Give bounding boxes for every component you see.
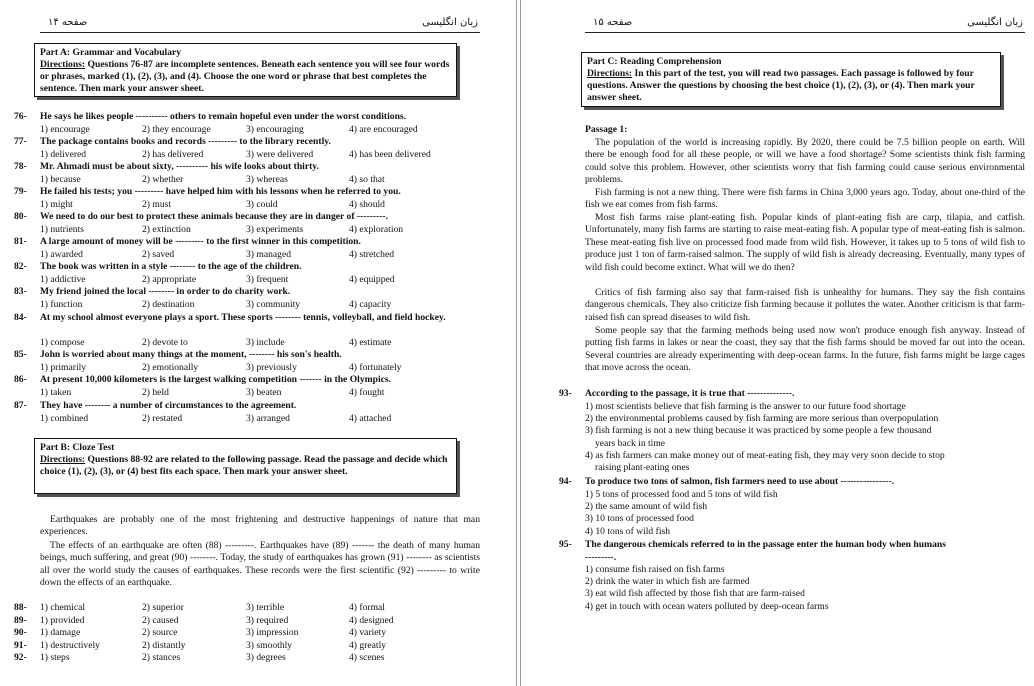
answer-option-continued: years back in time xyxy=(595,437,666,449)
answer-option[interactable]: 1) primarily xyxy=(40,362,87,373)
answer-option[interactable]: 2) the environmental problems caused by fish farming are more serious than overpopulation xyxy=(585,413,939,425)
answer-option[interactable]: 2) caused xyxy=(142,614,179,626)
question-stem: They have -------- a number of circumstances to the agreement. xyxy=(40,400,297,411)
answer-option[interactable]: 4) scenes xyxy=(349,652,385,663)
question-stem: According to the passage, it is true that --------------. xyxy=(585,388,795,399)
answer-option[interactable]: 2) they encourage xyxy=(142,124,211,135)
question-stem: We need to do our best to protect these animals because they are in danger of ---------. xyxy=(40,211,389,222)
answer-option[interactable]: 2) saved xyxy=(142,249,175,260)
question-number: 84- xyxy=(14,312,27,323)
answer-option[interactable]: 2) stances xyxy=(142,652,181,663)
answer-option[interactable]: 3) could xyxy=(246,199,278,210)
answer-option[interactable]: 1) encourage xyxy=(40,124,90,135)
passage-paragraph: Most fish farms raise plant-eating fish. Popular kinds of plant-eating fish are carp, tilapia, and catfish. Unfortunately, many fish farms are starting to raise meat-eating fish. A popular type of meat-eating fish is salmon. These meat-eating fish live on processed food made from wild fish. However, it takes up to 5 tons of wild fish to produce just 1 ton of farm-raised salmon. The supply of wild fish is already decreasing. Eventually, many types of wild fish could become extinct. What will we do then? xyxy=(585,212,1025,273)
answer-option[interactable]: 3) terrible xyxy=(246,602,285,613)
answer-option[interactable]: 4) estimate xyxy=(349,337,392,348)
question-number: 77- xyxy=(14,136,27,147)
answer-option[interactable]: 2) has delivered xyxy=(142,149,204,160)
answer-option[interactable]: 3) impression xyxy=(246,627,299,638)
answer-option[interactable]: 2) emotionally xyxy=(142,362,199,373)
answer-option[interactable]: 4) variety xyxy=(349,627,387,638)
question-stem: At my school almost everyone plays a sport. These sports -------- tennis, volleyball, and field hockey. xyxy=(40,312,446,323)
answer-option[interactable]: 2) extinction xyxy=(142,224,191,235)
part-c-title: Part C: Reading Comprehension xyxy=(587,56,722,67)
answer-option[interactable]: 1) combined xyxy=(40,413,89,424)
answer-option[interactable]: 1) compose xyxy=(40,337,85,348)
question-number: 79- xyxy=(14,186,27,197)
question-number: 76- xyxy=(14,111,27,122)
answer-option[interactable]: 3) degrees xyxy=(246,652,286,663)
part-b-directions: Questions 88-92 are related to the following passage. Read the passage and decide which choice (1), (2), (3), or (4) best fits each space. Then mark your answer sheet. xyxy=(40,454,448,477)
question-number: 95- xyxy=(559,539,572,550)
answer-option[interactable]: 2) the same amount of wild fish xyxy=(585,501,708,513)
part-a-title: Part A: Grammar and Vocabulary xyxy=(40,47,182,58)
answer-option[interactable]: 4) attached xyxy=(349,413,392,424)
answer-option[interactable]: 4) are encouraged xyxy=(349,124,418,135)
answer-option[interactable]: 1) damage xyxy=(40,627,81,638)
question-stem: Mr. Ahmadi must be about sixty, ---------- his wife looks about thirty. xyxy=(40,161,319,172)
answer-option[interactable]: 3) 10 tons of processed food xyxy=(585,513,694,525)
answer-option[interactable]: 2) whether xyxy=(142,174,184,185)
question-number: 83- xyxy=(14,286,27,297)
answer-option[interactable]: 4) fought xyxy=(349,387,385,398)
part-a-box xyxy=(34,43,457,97)
part-c-directions: In this part of the test, you will read two passages. Each passage is followed by four questions. Answer the questions by choosing the best choice (1), (2), (3), or (4). Then mark your answer sheet. xyxy=(587,68,975,103)
right-page xyxy=(520,0,1034,686)
part-a-directions-label: Directions: xyxy=(40,59,86,70)
answer-option[interactable]: 1) delivered xyxy=(40,149,87,160)
answer-option[interactable]: 4) stretched xyxy=(349,249,395,260)
answer-option[interactable]: 4) fortunately xyxy=(349,362,402,373)
question-number: 91- xyxy=(14,639,27,651)
answer-option[interactable]: 1) awarded xyxy=(40,249,83,260)
question-number: 87- xyxy=(14,400,27,411)
question-number: 94- xyxy=(559,476,572,487)
answer-option[interactable]: 1) chemical xyxy=(40,602,86,613)
question-stem: He failed his tests; you --------- have helped him with his lessons when he referred to you. xyxy=(40,186,401,197)
answer-option[interactable]: 4) has been delivered xyxy=(349,149,431,160)
passage-paragraph: Fish farming is not a new thing. There were fish farms in China 3,000 years ago. Today, about one-third of the fish we eat comes from fish farms. xyxy=(585,187,1025,211)
answer-option[interactable]: 3) include xyxy=(246,337,285,348)
subject-title: زبان انگلیسی xyxy=(422,17,478,28)
part-b-box xyxy=(34,438,457,494)
answer-option[interactable]: 3) whereas xyxy=(246,174,288,185)
question-number: 90- xyxy=(14,627,27,638)
answer-option[interactable]: 3) arranged xyxy=(246,413,290,424)
answer-option[interactable]: 2) must xyxy=(142,199,172,210)
left-page-header xyxy=(40,14,480,33)
answer-option[interactable]: 4) greatly xyxy=(349,639,387,651)
answer-option[interactable]: 1) addictive xyxy=(40,274,86,285)
question-stem: The book was written in a style -------- to the age of the children. xyxy=(40,261,302,272)
question-number: 92- xyxy=(14,652,27,663)
answer-option[interactable]: 4) formal xyxy=(349,602,385,613)
answer-option[interactable]: 4) capacity xyxy=(349,299,392,310)
question-number: 88- xyxy=(14,602,27,613)
answer-option[interactable]: 2) source xyxy=(142,627,178,638)
answer-option[interactable]: 3) were delivered xyxy=(246,149,314,160)
question-number: 82- xyxy=(14,261,27,272)
answer-option[interactable]: 3) beaten xyxy=(246,387,282,398)
answer-option[interactable]: 3) managed xyxy=(246,249,292,260)
answer-option[interactable]: 2) restated xyxy=(142,413,183,424)
subject-title: زبان انگلیسی xyxy=(967,17,1023,28)
passage-paragraph: Critics of fish farming also say that farm-raised fish is unhealthy for humans. They say the fish contains dangerous chemicals. They also criticize fish farming because it pollutes the water. Another criticism is that farm-raised fish can spread diseases to wild fish. xyxy=(585,287,1025,323)
answer-option[interactable]: 1) might xyxy=(40,199,73,210)
answer-option[interactable]: 4) exploration xyxy=(349,224,404,235)
answer-option[interactable]: 3) smoothly xyxy=(246,639,293,651)
answer-option[interactable]: 2) held xyxy=(142,387,169,398)
part-b-directions-label: Directions: xyxy=(40,454,86,465)
answer-option[interactable]: 1) 5 tons of processed food and 5 tons of wild fish xyxy=(585,489,778,500)
question-stem-continued: ---------. xyxy=(585,552,617,563)
question-stem: He says he likes people ---------- others to remain hopeful even under the worst conditions. xyxy=(40,111,407,122)
answer-option[interactable]: 4) equipped xyxy=(349,274,395,285)
question-number: 93- xyxy=(559,388,572,399)
answer-option[interactable]: 2) appropriate xyxy=(142,274,197,285)
part-a-directions: Questions 76-87 are incomplete sentences. Beneath each sentence you will see four words or phrases, marked (1), (2), (3), and (4). Choose the one word or phrase that best completes the sentence. Then mark your answer sheet. xyxy=(40,59,450,94)
question-number: 85- xyxy=(14,349,27,360)
page-number: صفحه ۱۵ xyxy=(593,17,633,28)
answer-option[interactable]: 2) drink the water in which fish are farmed xyxy=(585,576,750,588)
part-c-directions-label: Directions: xyxy=(587,68,633,79)
answer-option[interactable]: 3) fish farming is not a new thing because it was practiced by some people a few thousand xyxy=(585,425,932,437)
answer-option[interactable]: 1) nutrients xyxy=(40,224,84,235)
part-b-title: Part B: Cloze Test xyxy=(40,442,115,453)
answer-option[interactable]: 1) provided xyxy=(40,614,85,626)
answer-option[interactable]: 4) designed xyxy=(349,614,394,626)
answer-option[interactable]: 1) most scientists believe that fish farming is the answer to our future food shortage xyxy=(585,401,906,412)
question-stem: The package contains books and records --------- to the library recently. xyxy=(40,136,331,147)
answer-option[interactable]: 3) previously xyxy=(246,362,297,373)
answer-option[interactable]: 4) 10 tons of wild fish xyxy=(585,525,671,537)
answer-option[interactable]: 3) frequent xyxy=(246,274,289,285)
answer-option[interactable]: 4) get in touch with ocean waters polluted by deep-ocean farms xyxy=(585,600,829,612)
answer-option[interactable]: 3) community xyxy=(246,299,301,310)
passage-paragraph: Some people say that the farming methods being used now won't produce enough fish anyway. Instead of putting fish farms in lakes or near the coast, they say that the fish farms should be moved far out into the ocean. Several countries are already experimenting with deep-ocean farms. In the future, fish farms might be large cages that move across the ocean. xyxy=(585,325,1025,374)
question-number: 78- xyxy=(14,161,27,172)
answer-option[interactable]: 4) as fish farmers can make money out of meat-eating fish, they may very soon decide to stop xyxy=(585,449,945,461)
question-stem: John is worried about many things at the moment, -------- his son's health. xyxy=(40,349,342,360)
answer-option[interactable]: 1) because xyxy=(40,174,81,185)
answer-option[interactable]: 2) destination xyxy=(142,299,195,310)
part-c-box xyxy=(581,52,1001,107)
question-stem: A large amount of money will be --------- to the first winner in this competition. xyxy=(40,236,361,247)
question-number: 89- xyxy=(14,614,27,626)
answer-option[interactable]: 1) consume fish raised on fish farms xyxy=(585,564,725,575)
question-stem: At present 10,000 kilometers is the largest walking competition ------- in the Olympics. xyxy=(40,374,392,385)
answer-option[interactable]: 4) so that xyxy=(349,174,385,185)
answer-option[interactable]: 4) should xyxy=(349,199,385,210)
right-page-header xyxy=(585,14,1025,33)
question-number: 80- xyxy=(14,211,27,222)
answer-option[interactable]: 1) destructively xyxy=(40,639,100,651)
answer-option[interactable]: 3) required xyxy=(246,614,289,626)
passage-label: Passage 1: xyxy=(585,124,628,135)
cloze-passage-intro: Earthquakes are probably one of the most frightening and destructive happenings of nature that man experiences. xyxy=(40,514,480,538)
answer-option[interactable]: 2) devote to xyxy=(142,337,188,348)
question-stem: The dangerous chemicals referred to in the passage enter the human body when humans xyxy=(585,539,946,550)
answer-option[interactable]: 2) distantly xyxy=(142,639,186,651)
answer-option[interactable]: 3) experiments xyxy=(246,224,304,235)
answer-option-continued: raising plant-eating ones xyxy=(595,462,690,473)
answer-option[interactable]: 3) encouraging xyxy=(246,124,304,135)
answer-option[interactable]: 1) steps xyxy=(40,652,70,663)
question-stem: My friend joined the local -------- in order to do charity work. xyxy=(40,286,291,297)
passage-paragraph: The population of the world is increasing rapidly. By 2020, there could be 7.5 billion people on earth. Will there be enough food for all these people, or will we have a food shortage? Some scientists think fish farming could solve this problem. However, other scientists worry that fish farming could cause serious environmental problems. xyxy=(585,137,1025,186)
answer-option[interactable]: 1) function xyxy=(40,299,83,310)
answer-option[interactable]: 3) eat wild fish affected by those fish that are farm-raised xyxy=(585,588,805,600)
answer-option[interactable]: 1) taken xyxy=(40,387,72,398)
answer-option[interactable]: 2) superior xyxy=(142,602,184,613)
question-number: 81- xyxy=(14,236,27,247)
question-stem: To produce two tons of salmon, fish farmers need to use about ----------------. xyxy=(585,476,895,487)
page-number: صفحه ۱۴ xyxy=(48,17,88,28)
question-number: 86- xyxy=(14,374,27,385)
cloze-passage-body: The effects of an earthquake are often (88) ---------. Earthquakes have (89) ------- the death of many human beings, much suffering, and great (90) --------. Today, the study of earthquakes has grown (91) -------- as scientists all over the world study the causes of earthquakes. These records were the first scientific (92) --------- to write down the effects of an earthquake. xyxy=(40,540,480,589)
